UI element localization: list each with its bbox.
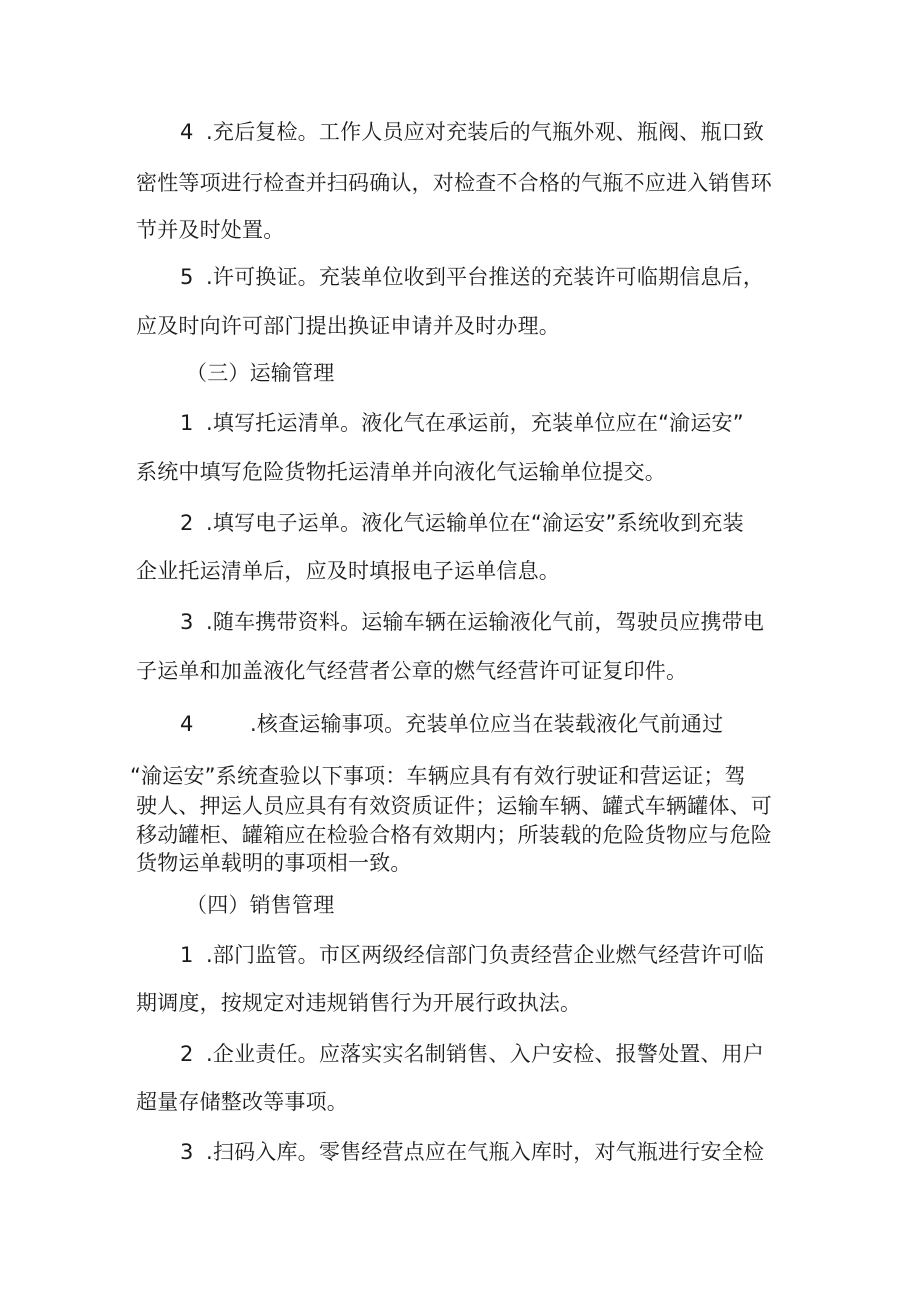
paragraph-line (136, 656, 687, 686)
paragraph-text: .充后复检。工作人员应对充装后的气瓶外观、瓶阀、瓶口致 (206, 120, 765, 144)
item-number: 5 (180, 265, 194, 289)
section-heading (186, 890, 334, 920)
paragraph-line (136, 820, 772, 850)
paragraph-text: .核查运输事项。充装单位应当在装载液化气前通过 (250, 712, 724, 736)
item-number: 2 (180, 1042, 194, 1066)
heading-text: （三）运输管理 (186, 361, 335, 385)
paragraph-line (136, 168, 772, 198)
paragraph-line (136, 848, 412, 878)
paragraph-text: 密性等项进行检查并扫码确认，对检查不合格的气瓶不应进入销售环 (136, 171, 772, 195)
item-number: 4 (180, 120, 194, 144)
item-number: 3 (180, 1140, 194, 1164)
paragraph-text: .许可换证。充装单位收到平台推送的充装许可临期信息后， (206, 265, 765, 289)
paragraph-line (136, 791, 772, 821)
paragraph-text: 超量存储整改等事项。 (136, 1090, 348, 1114)
paragraph-line (180, 1137, 764, 1167)
paragraph-text: .随车携带资料。运输车辆在运输液化气前，驾驶员应携带电 (206, 610, 765, 634)
item-number: 2 (180, 511, 194, 535)
heading-text: （四）销售管理 (186, 893, 335, 917)
paragraph-text: 货物运单载明的事项相一致。 (136, 851, 412, 875)
paragraph-line (136, 311, 560, 341)
paragraph-line (136, 457, 666, 487)
paragraph-line (180, 408, 744, 438)
paragraph-line (180, 709, 723, 739)
section-heading (186, 358, 334, 388)
paragraph-line (136, 215, 284, 245)
paragraph-text: 节并及时处置。 (136, 218, 285, 242)
paragraph-line (180, 940, 764, 970)
paragraph-text: 子运单和加盖液化气经营者公章的燃气经营许可证复印件。 (136, 659, 688, 683)
paragraph-line (180, 508, 744, 538)
paragraph-text: .企业责任。应落实实名制销售、入户安检、报警处置、用户 (206, 1042, 765, 1066)
item-number: 3 (180, 610, 194, 634)
paragraph-text: 应及时向许可部门提出换证申请并及时办理。 (136, 314, 560, 338)
paragraph-line (130, 761, 746, 791)
paragraph-text: “渝运安”系统查验以下事项：车辆应具有有效行驶证和营运证；驾 (130, 764, 746, 788)
paragraph-line (180, 262, 764, 292)
paragraph-text: 期调度，按规定对违规销售行为开展行政执法。 (136, 991, 582, 1015)
paragraph-line (180, 117, 764, 147)
paragraph-line (136, 556, 560, 586)
paragraph-line (136, 988, 581, 1018)
paragraph-text: 移动罐柜、罐箱应在检验合格有效期内；所装载的危险货物应与危险 (136, 823, 772, 847)
paragraph-line (180, 607, 764, 637)
paragraph-text: 系统中填写危险货物托运清单并向液化气运输单位提交。 (136, 460, 666, 484)
item-number: 4 (180, 712, 194, 736)
paragraph-line (136, 1087, 348, 1117)
paragraph-text: 驶人、押运人员应具有有效资质证件；运输车辆、罐式车辆罐体、可 (136, 794, 772, 818)
paragraph-text: 企业托运清单后，应及时填报电子运单信息。 (136, 559, 560, 583)
paragraph-text: .扫码入库。零售经营点应在气瓶入库时，对气瓶进行安全检 (206, 1140, 765, 1164)
item-number: 1 (180, 411, 194, 435)
paragraph-line (180, 1039, 764, 1069)
paragraph-text: .填写电子运单。液化气运输单位在“渝运安”系统收到充装 (206, 511, 744, 535)
paragraph-text: .填写托运清单。液化气在承运前，充装单位应在“渝运安” (206, 411, 744, 435)
item-number: 1 (180, 943, 194, 967)
paragraph-text: .部门监管。市区两级经信部门负责经营企业燃气经营许可临 (206, 943, 765, 967)
